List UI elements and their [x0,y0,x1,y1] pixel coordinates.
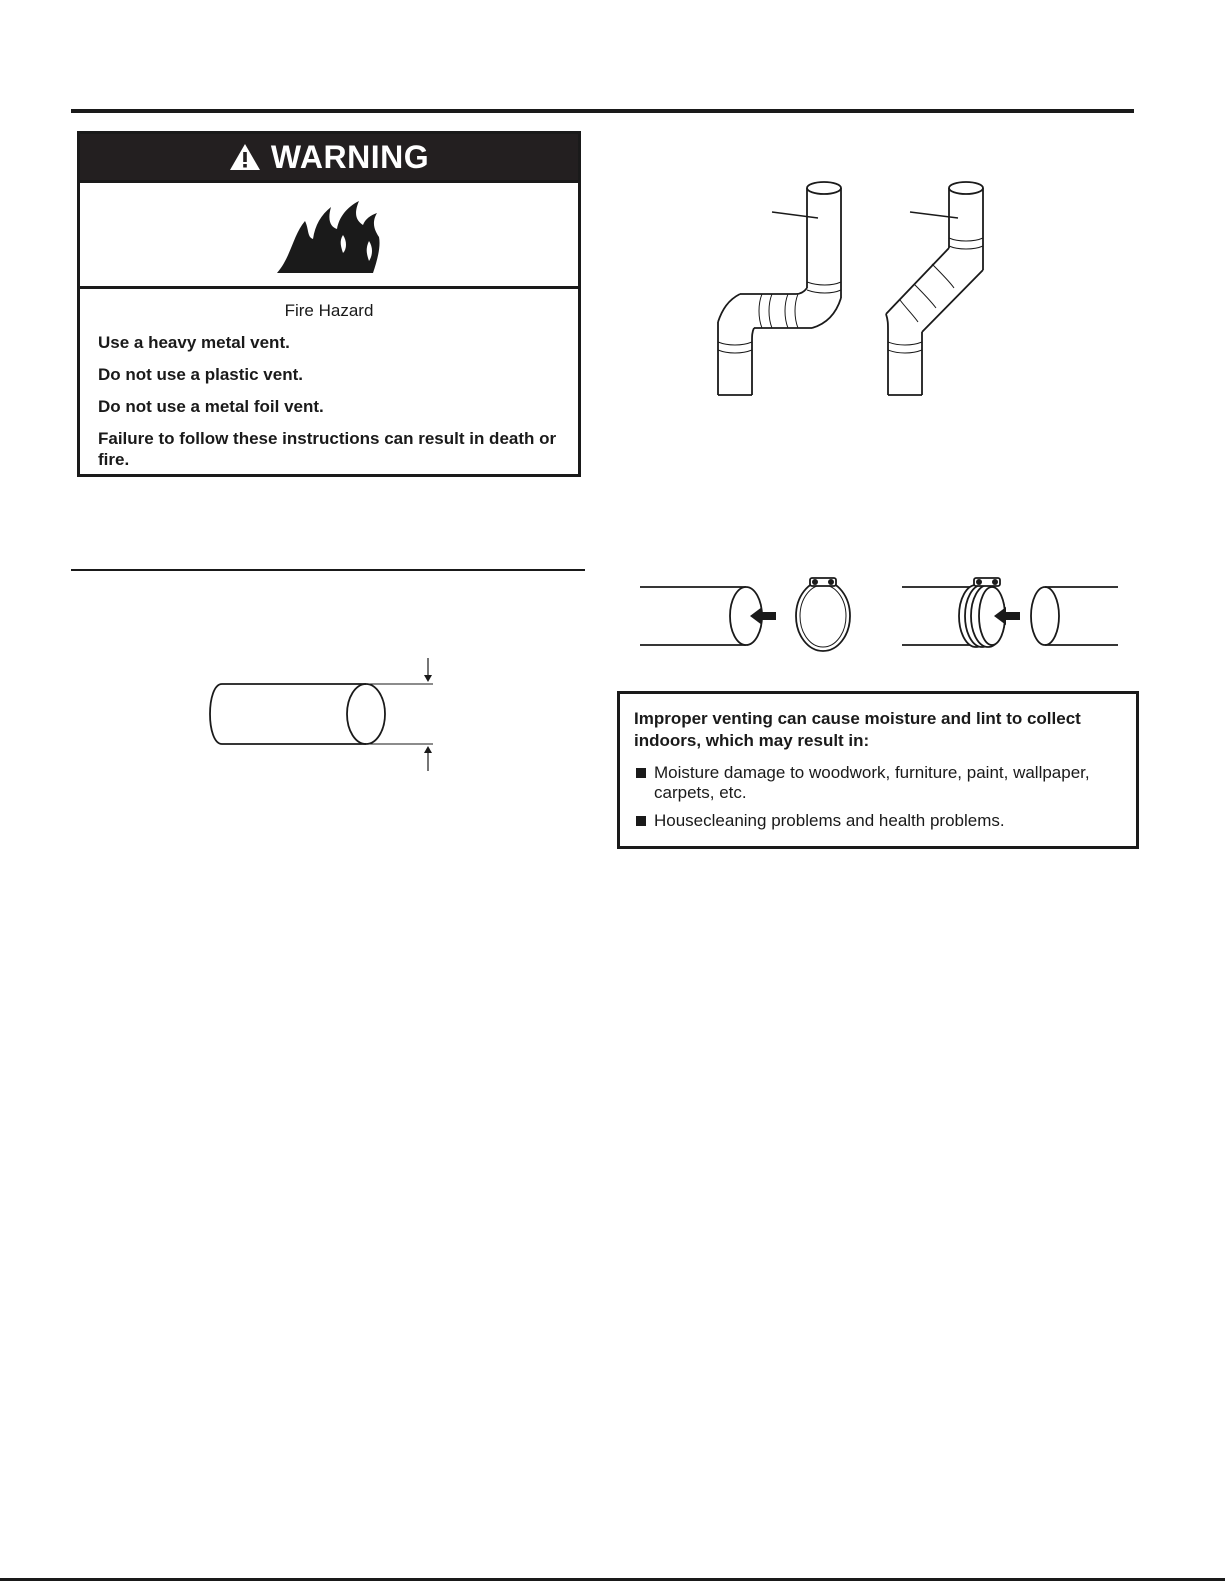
top-rule [71,109,1134,113]
vent-clamp-illustration [640,575,1140,655]
venting-notice-box [617,691,1139,849]
warning-line: Failure to follow these instructions can result in death or fire. [98,429,557,469]
warning-body [80,289,578,470]
warning-line: Do not use a metal foil vent. [98,397,324,416]
list-item [634,811,1122,831]
vent-diameter-illustration [200,655,445,780]
warning-line: Use a heavy metal vent. [98,333,290,352]
warning-title: WARNING [270,138,430,175]
list-item [634,763,1122,803]
warning-box [77,131,581,477]
hazard-label: Fire Hazard [284,301,374,320]
bottom-rule [0,1578,1225,1581]
fire-icon [269,195,389,275]
warning-header [80,134,578,183]
list-item-text: Moisture damage to woodwork, furniture, paint, wallpaper, carpets, etc. [654,763,1090,802]
warning-line: Do not use a plastic vent. [98,365,303,384]
section-rule [71,569,585,571]
fire-symbol [80,183,578,289]
square-bullet-icon [636,816,646,826]
warning-triangle-icon [229,143,261,171]
notice-list [634,763,1122,831]
vent-elbow-illustration [700,180,1020,405]
square-bullet-icon [636,768,646,778]
list-item-text: Housecleaning problems and health problems. [654,811,1005,830]
notice-lead: Improper venting can cause moisture and lint to collect indoors, which may result in: [634,709,1081,750]
